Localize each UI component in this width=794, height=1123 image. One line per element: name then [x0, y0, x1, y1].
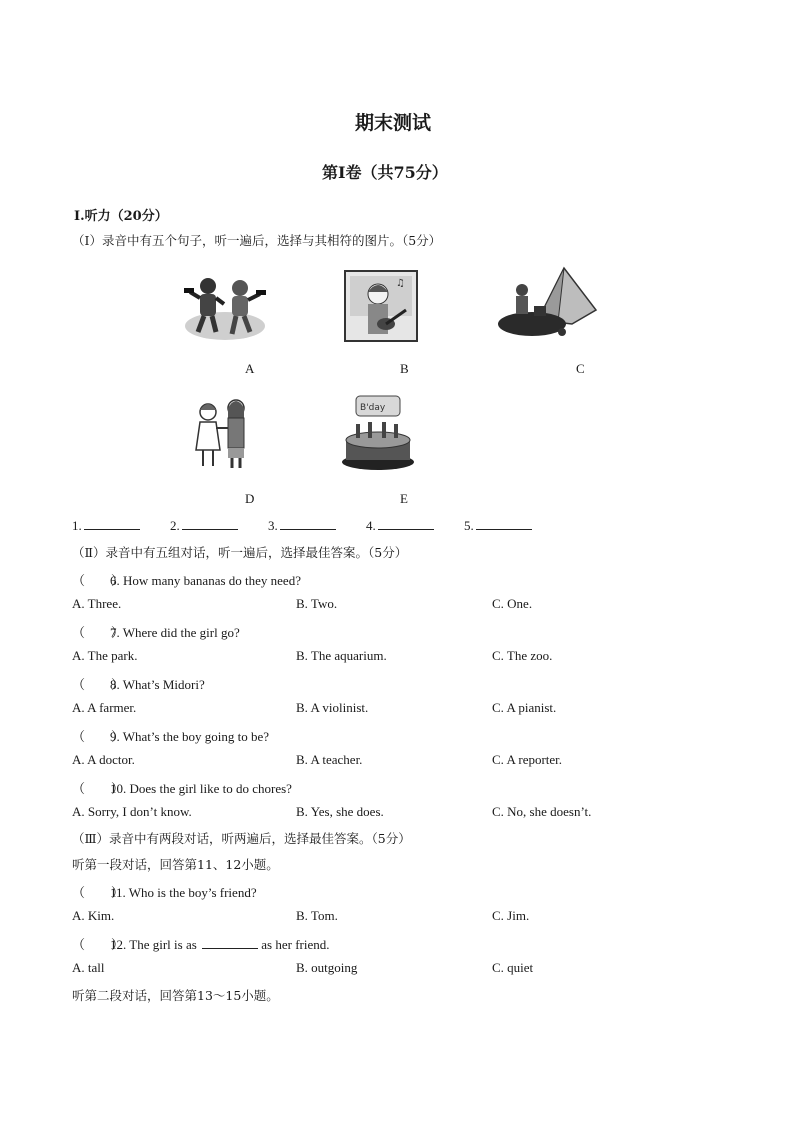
answer-blank-number: 2. [170, 518, 180, 533]
option-7c[interactable]: C. The zoo. [492, 648, 553, 663]
option-12b[interactable]: B. outgoing [296, 960, 358, 975]
answer-paren[interactable]: （ ） [72, 573, 125, 588]
svg-text:B'day: B'day [360, 403, 386, 413]
picture-c [488, 262, 600, 342]
answer-blank-4[interactable] [366, 518, 434, 534]
section-heading-listening: Ⅰ.听力（20分） [74, 209, 168, 224]
picture-a [180, 268, 270, 348]
birthday-cake-icon [338, 392, 418, 472]
option-6a[interactable]: A. Three. [72, 596, 122, 611]
camping-tent-icon [488, 262, 600, 342]
page-title: 期末测试 [355, 112, 432, 134]
picture-e [338, 392, 418, 472]
option-11c[interactable]: C. Jim. [492, 908, 530, 923]
picture-b [344, 270, 418, 342]
option-11b[interactable]: B. Tom. [296, 908, 338, 923]
question-text: 6. How many bananas do they need? [110, 573, 301, 588]
paper-subtitle: 第Ⅰ卷（共75分） [322, 163, 448, 182]
option-10a[interactable]: A. Sorry, I don’t know. [72, 804, 192, 819]
question-7 [72, 622, 240, 641]
answer-paren[interactable]: （ ） [72, 625, 125, 640]
option-6b[interactable]: B. Two. [296, 596, 338, 611]
question-8 [72, 674, 205, 693]
option-6c[interactable]: C. One. [492, 596, 533, 611]
question-6 [72, 570, 301, 589]
option-9a[interactable]: A. A doctor. [72, 752, 135, 767]
two-girls-icon [186, 392, 256, 472]
option-7b[interactable]: B. The aquarium. [296, 648, 387, 663]
option-8a[interactable]: A. A farmer. [72, 700, 137, 715]
picture-label-e: E [400, 491, 408, 506]
question-text: 11. Who is the boy’s friend? [110, 885, 257, 900]
question-12 [72, 934, 330, 953]
part3-instruction: （Ⅲ）录音中有两段对话，听两遍后，选择最佳答案。（5分） [72, 831, 411, 846]
picture-label-d: D [245, 491, 255, 506]
option-9c[interactable]: C. A reporter. [492, 752, 563, 767]
option-8b[interactable]: B. A violinist. [296, 700, 369, 715]
option-10b[interactable]: B. Yes, she does. [296, 804, 384, 819]
part1-instruction: （Ⅰ）录音中有五个句子，听一遍后，选择与其相符的图片。（5分） [72, 233, 442, 248]
option-11a[interactable]: A. Kim. [72, 908, 115, 923]
dialog1-instruction: 听第一段对话，回答第11、12小题。 [72, 857, 279, 872]
picture-label-b: B [400, 361, 409, 376]
answer-paren[interactable]: （ ） [72, 677, 125, 692]
option-8c[interactable]: C. A pianist. [492, 700, 557, 715]
question-text: 7. Where did the girl go? [110, 625, 240, 640]
answer-blank-2[interactable] [170, 518, 238, 534]
answer-blank-3[interactable] [268, 518, 336, 534]
question-text-after: as her friend. [261, 937, 330, 952]
question-text: 10. Does the girl like to do chores? [110, 781, 292, 796]
part2-instruction: （Ⅱ）录音中有五组对话，听一遍后，选择最佳答案。（5分） [72, 545, 408, 560]
svg-text:♫: ♫ [396, 278, 405, 289]
question-text: 9. What’s the boy going to be? [110, 729, 269, 744]
question-text-before: 12. The girl is as [110, 937, 197, 952]
option-10c[interactable]: C. No, she doesn’t. [492, 804, 592, 819]
answer-blank-number: 1. [72, 518, 82, 533]
answer-blank-number: 3. [268, 518, 278, 533]
option-12a[interactable]: A. tall [72, 960, 105, 975]
dialog2-instruction: 听第二段对话，回答第13～15小题。 [72, 988, 279, 1003]
answer-blank-number: 5. [464, 518, 474, 533]
answer-paren[interactable]: （ ） [72, 781, 125, 796]
option-9b[interactable]: B. A teacher. [296, 752, 363, 767]
option-7a[interactable]: A. The park. [72, 648, 138, 663]
answer-paren[interactable]: （ ） [72, 729, 125, 744]
question-9 [72, 726, 269, 745]
picture-label-a: A [245, 361, 255, 376]
fill-in-blank[interactable] [202, 937, 258, 949]
question-text: 8. What’s Midori? [110, 677, 205, 692]
picture-label-c: C [576, 361, 585, 376]
boy-playing-guitar-icon [344, 270, 418, 342]
answer-blank-1[interactable] [72, 518, 140, 534]
question-10 [72, 778, 292, 797]
answer-blank-5[interactable] [464, 518, 532, 534]
answer-blank-number: 4. [366, 518, 376, 533]
answer-paren[interactable]: （ ） [72, 937, 125, 952]
option-12c[interactable]: C. quiet [492, 960, 534, 975]
picture-d [186, 392, 256, 472]
answer-paren[interactable]: （ ） [72, 885, 125, 900]
people-exercising-icon [180, 268, 270, 348]
question-11 [72, 882, 257, 901]
